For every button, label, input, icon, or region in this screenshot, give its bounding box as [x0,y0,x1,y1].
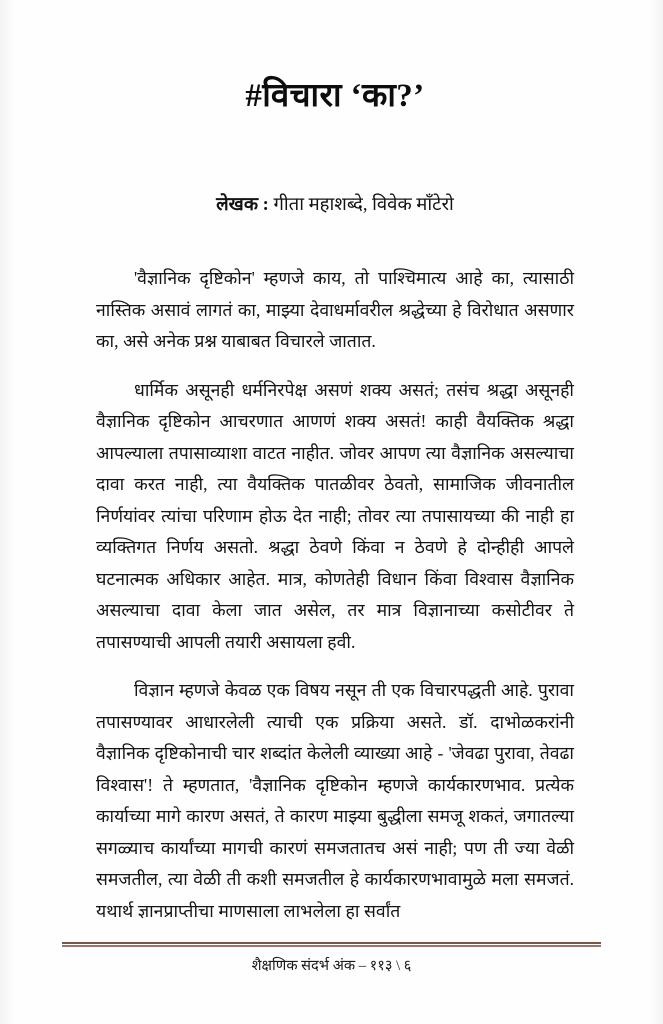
author-byline [96,117,574,219]
body-paragraph: विज्ञान म्हणजे केवळ एक विषय नसून ती एक विचारपद्धती आहे. पुरावा तपासण्यावर आधारलेली त्याची एक प्रक्रिया असते. डॉ. दाभोळकरांनी वैज्ञानिक दृष्टिकोनाची चार शब्दांत केलेली व्याख्या आहे - 'जेवढा पुरावा, तेवढा विश्वास'! ते म्हणतात, 'वैज्ञानिक दृष्टिकोन म्हणजे कार्यकारणभाव. प्रत्येक कार्याच्या मागे कारण असतं, ते कारण माझ्या बुद्धीला समजू शकतं, जगातल्या सगळ्याच कार्यांच्या मागची कारणं समजतातच असं नाही; पण ती ज्या वेळी समजतील, त्या वेळी ती कशी समजतील हे कार्यकारणभावामुळे मला समजतं. यथार्थ ज्ञानप्राप्तीचा माणसाला लाभलेला हा सर्वांत [96,680,574,921]
page-title: #विचारा ‘का?’ [245,78,425,114]
byline-author-names: गीता महाशब्दे, विवेक मॉंटेरो [268,195,454,216]
page-footer [62,942,601,976]
byline-label: लेखक : [216,195,269,216]
article-body [96,219,574,927]
body-paragraph: 'वैज्ञानिक दृष्टिकोन' म्हणजे काय, तो पाश्चिमात्य आहे का, त्यासाठी नास्तिक असावं लागतं का, माझ्या देवाधर्मावरील श्रद्धेच्या हे विरोधात असणार का, असे अनेक प्रश्न याबाबत विचारले जातात. [96,268,574,352]
footer-issue-text: शैक्षणिक संदर्भ अंक – ११३ \ ६ [251,957,412,974]
page-content [96,0,574,927]
body-paragraph: धार्मिक असूनही धर्मनिरपेक्ष असणं शक्य असतं; तसंच श्रद्धा असूनही वैज्ञानिक दृष्टिकोन आचरणात आणणं शक्य असतं! काही वैयक्तिक श्रद्धा आपल्याला तपासाव्याशा वाटत नाहीत. जोवर आपण त्या वैज्ञानिक असल्याचा दावा करत नाही, त्या वैयक्तिक पातळीवर ठेवतो, सामाजिक जीवनातील निर्णयांवर त्यांचा परिणाम होऊ देत नाही; तोवर त्या तपासायच्या की नाही हा व्यक्तिगत निर्णय असतो. श्रद्धा ठेवणे किंवा न ठेवणे हे दोन्हीही आपले घटनात्मक अधिकार आहेत. मात्र, कोणतेही विधान किंवा विश्वास वैज्ञानिक असल्याचा दावा केला जात असेल, तर मात्र विज्ञानाच्या कसोटीवर ते तपासण्याची आपली तयारी असायला हवी. [96,379,574,652]
